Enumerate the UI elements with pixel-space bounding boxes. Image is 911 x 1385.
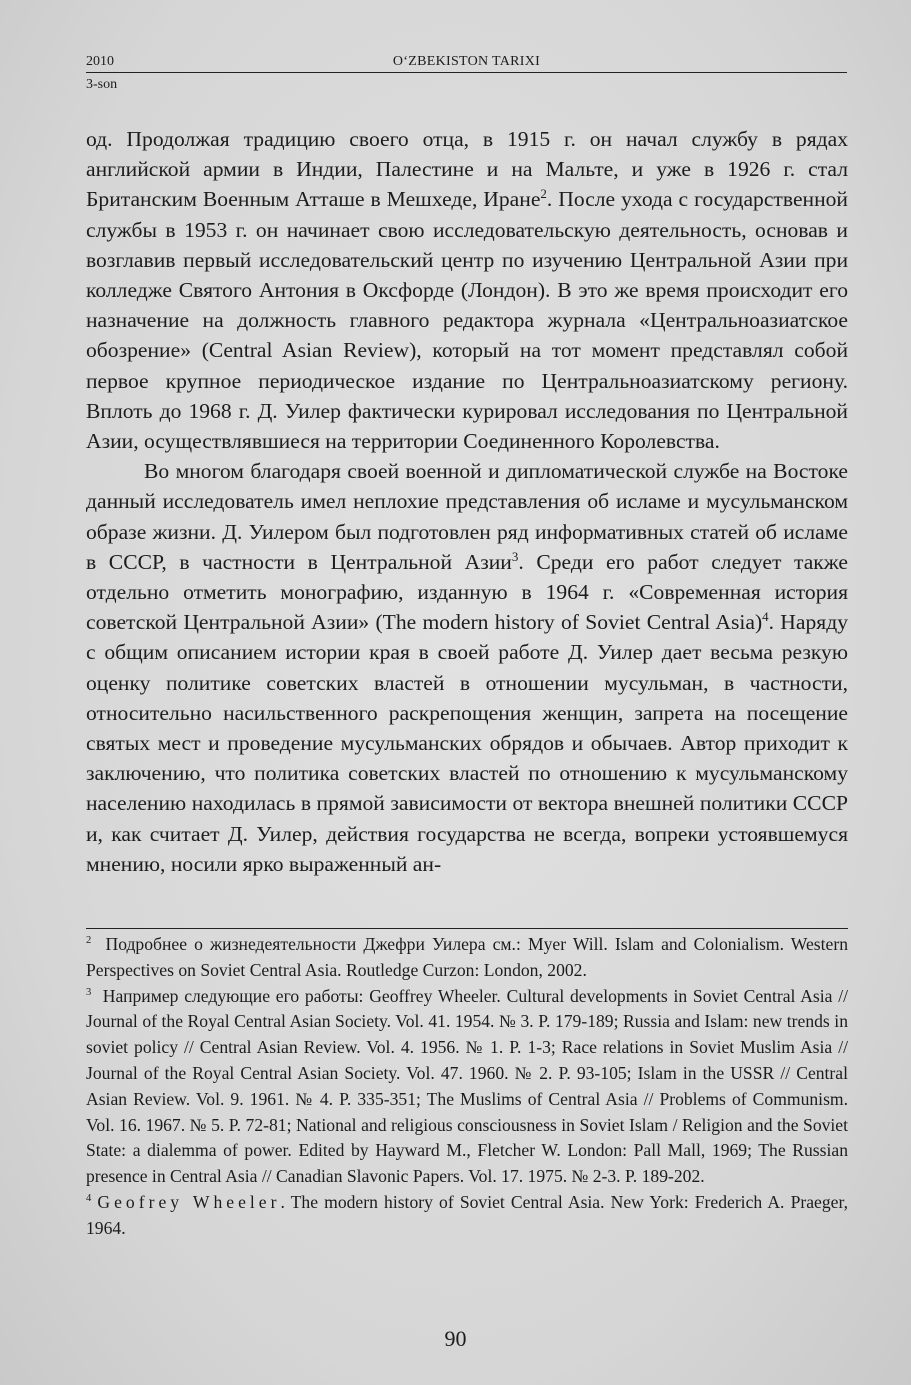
footnote-mark: 3 bbox=[86, 986, 92, 998]
footnote-4: $^4$ Geofrey Wheeler. The modern history of Soviet Central Asia. New York: Frederich A. Praeger, 1964. bbox=[86, 1191, 848, 1238]
paragraph: Во многом благодаря своей военной и дипломатической службе на Востоке данный исследователь имел неплохие представления об исламе и мусульманском образе жизни. Д. Уилером был подготовлен ряд информативных статей об исламе в СССР, в частности в Центральной Азии$^3$. Среди его работ следует также отдельно отметить монографию, изданную в 1964 г. «Современная история советской Центральной Азии» (The modern history of Soviet Central Asia)$^4$. Наряду с общим описанием истории края в своей работе Д. Уилер дает весьма резкую оценку политике советских властей в отношении мусульман, в частности, относительно насильственного раскрепощения женщин, запрета на посещение святых мест и проведение мусульманских обрядов и обычаев. Автор приходит к заключению, что политика советских властей по отношению к мусульманскому населению находилась в прямой зависимости от вектора внешней политики СССР и, как считает Д. Уилер, действия государства не всегда, вопреки устоявшемуся мнению, носили ярко выраженный ан- bbox=[86, 459, 849, 876]
running-header bbox=[86, 50, 847, 74]
footnote-rule bbox=[86, 928, 848, 929]
footnote-ref-3[interactable]: 3 bbox=[511, 548, 519, 564]
footnote-author: Geofrey Wheeler bbox=[97, 1191, 281, 1212]
paragraph: од. Продолжая традицию своего отца, в 1915 г. он начал службу в рядах английской армии в Индии, Палестине и на Мальте, и уже в 1926 г. стал Британским Военным Атташе в Мешхеде, Иране$^2$. После ухода с государственной службы в 1953 г. он начинает свою исследовательскую деятельность, основав и возглавив первый исследовательский центр по изучению Центральной Азии при колледже Святого Антония в Оксфорде (Лондон). В это же время происходит его назначение на должность главного редактора журнала «Центральноазиатское обозрение» (Central Asian Review), который на тот момент представлял собой первое крупное периодическое издание по Центральноазиатскому региону. Вплоть до 1968 г. Д. Уилер фактически курировал исследования по Центральной Азии, осуществлявшиеся на территории Соединенного Королевства. bbox=[86, 127, 848, 454]
header-issue: 3-son bbox=[86, 77, 118, 92]
header-rule bbox=[86, 72, 847, 73]
footnote-mark: 2 bbox=[86, 935, 92, 947]
footnote-2: $^2$ Подробнее о жизнедеятельности Джефри Уилера см.: Myer Will. Islam and Colonialism. Western Perspectives on Soviet Central Asia. Routledge Curzon: London, 2002. bbox=[86, 934, 848, 980]
main-text bbox=[86, 124, 848, 879]
header-year: 2010 bbox=[86, 54, 114, 69]
header-journal-title: O‘ZBEKISTON TARIXI bbox=[392, 54, 541, 69]
footnotes bbox=[86, 932, 848, 1242]
footnote-ref-2[interactable]: 2 bbox=[540, 186, 547, 202]
footnote-3: $^3$ Например следующие его работы: Geoffrey Wheeler. Cultural developments in Soviet Central Asia // Journal of the Royal Central Asian Society. Vol. 41. 1954. № 3. P. 179-189; Russia and Islam: new trends in soviet policy // Central Asian Review. Vol. 4. 1956. № 1. P. 1-3; Race relations in Soviet Muslim Asia // Journal of the Royal Central Asian Society. Vol. 47. 1960. № 2. P. 93-105; Islam in the USSR // Central Asian Review. Vol. 9. 1961. № 4. P. 335-351; The Muslims of Central Asia // Problems of Communism. Vol. 16. 1967. № 5. P. 72-81; National and religious consciousness in Soviet Islam / Religion and the Soviet State: a dialemma of power. Edited by Hayward M., Fletcher W. London: Pall Mall, 1969; The Russian presence in Central Asia // Canadian Slavonic Papers. Vol. 17. 1975. № 2-3. P. 189-202. bbox=[86, 985, 848, 1187]
page-number: 90 bbox=[444, 1326, 467, 1351]
footnote-mark: 4 bbox=[86, 1193, 92, 1205]
footnote-ref-4[interactable]: 4 bbox=[762, 609, 769, 625]
